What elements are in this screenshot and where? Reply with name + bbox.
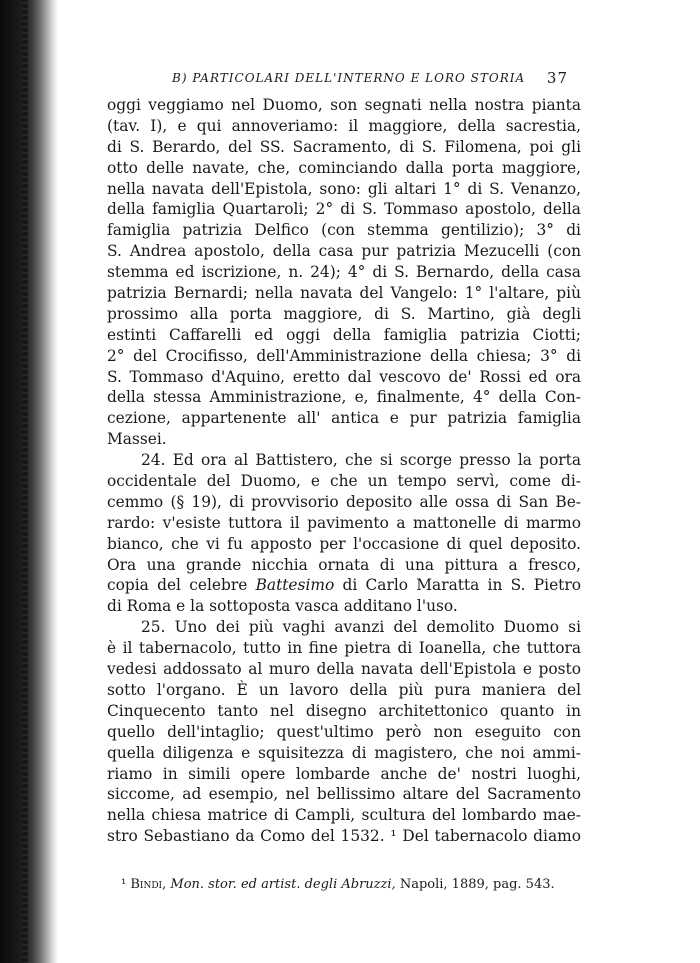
text-line: estinti Caffarelli ed oggi della famiglia patrizia Ciotti; — [107, 325, 581, 344]
text-line: quella diligenza e squisitezza di magistero, che noi ammi- — [107, 743, 581, 762]
text-line: sotto l'organo. È un lavoro della più pura maniera del — [107, 680, 581, 699]
text-line: bianco, che vi fu apposto per l'occasione di quel deposito. — [107, 534, 581, 553]
text-line: della stessa Amministrazione, e, finalmente, 4° della Con- — [107, 388, 581, 407]
page-number: 37 — [546, 69, 568, 87]
body-text — [107, 95, 581, 847]
text-line: vedesi addossato al muro della navata dell'Epistola e posto — [107, 660, 581, 679]
footnote — [121, 876, 581, 894]
running-header — [172, 71, 568, 91]
text-line: oggi veggiamo nel Duomo, son segnati nella nostra pianta — [107, 96, 581, 114]
text-line: quello dell'intaglio; quest'ultimo però non eseguito con — [107, 722, 581, 741]
text-line: 2° del Crocifisso, dell'Amministrazione della chiesa; 3° di — [107, 346, 581, 365]
text-line: riamo in simili opere lombarde anche de' nostri luoghi, — [107, 764, 581, 783]
text-line: nella chiesa matrice di Campli, scultura del lombardo mae- — [107, 806, 581, 825]
footnote-publication: Napoli, 1889, pag. 543. — [399, 877, 555, 892]
text-line: Ora una grande nicchia ornata di una pittura a fresco, — [107, 555, 581, 574]
italic-title: Battesimo — [255, 576, 335, 595]
text-line: Massei. — [107, 430, 167, 449]
text-line: cezione, appartenente all' antica e pur patrizia famiglia — [107, 409, 581, 428]
text-line: cemmo (§ 19), di provvisorio deposito alle ossa di San Be- — [107, 492, 581, 511]
footnote-title: Mon. stor. ed artist. degli Abruzzi, — [170, 877, 396, 892]
running-header-title: B) PARTICOLARI DELL'INTERNO E LORO STORIA — [172, 71, 526, 85]
text-line: siccome, ad esempio, nel bellissimo altare del Sacramento — [107, 785, 581, 804]
footnote-author: Bindi, — [130, 877, 167, 892]
text-line: stro Sebastiano da Como del 1532. ¹ Del tabernacolo diamo — [107, 827, 581, 846]
text-line: è il tabernacolo, tutto in fine pietra di Ioanella, che tuttora — [107, 639, 581, 658]
text-line: di Roma e la sottoposta vasca additano l'uso. — [107, 597, 458, 616]
text-line: stemma ed iscrizione, n. 24); 4° di S. Bernardo, della casa — [107, 263, 581, 282]
text-line: 25. Uno dei più vaghi avanzi del demolito Duomo si — [141, 618, 581, 637]
text-line: di S. Berardo, del SS. Sacramento, di S. Filomena, poi gli — [107, 137, 581, 156]
text-line: nella navata dell'Epistola, sono: gli altari 1° di S. Venanzo, — [107, 179, 581, 198]
text-line: (tav. I), e qui annoveriamo: il maggiore, della sacrestia, — [107, 116, 581, 135]
text-line: patrizia Bernardi; nella navata del Vangelo: 1° l'altare, più — [107, 284, 581, 303]
text-line: otto delle navate, che, cominciando dalla porta maggiore, — [107, 158, 581, 177]
text-line: copia del celebre Battesimo di Carlo Maratta in S. Pietro — [107, 576, 581, 595]
text-line: famiglia patrizia Delfico (con stemma gentilizio); 3° di — [107, 221, 581, 240]
text-line: occidentale del Duomo, e che un tempo servì, come di- — [107, 472, 581, 491]
text-line: 24. Ed ora al Battistero, che si scorge presso la porta — [141, 451, 581, 470]
footnote-mark: ¹ — [121, 877, 127, 892]
text-line: S. Tommaso d'Aquino, eretto dal vescovo de' Rossi ed ora — [107, 367, 581, 386]
text-line: rardo: v'esiste tuttora il pavimento a mattonelle di marmo — [107, 513, 581, 532]
text-line: della famiglia Quartaroli; 2° di S. Tommaso apostolo, della — [107, 200, 581, 219]
text-line: prossimo alla porta maggiore, di S. Martino, già degli — [107, 304, 581, 323]
text-line: S. Andrea apostolo, della casa pur patrizia Mezucelli (con — [107, 242, 581, 261]
book-binding-edge — [0, 0, 58, 963]
text-line: Cinquecento tanto nel disegno architettonico quanto in — [107, 701, 581, 720]
